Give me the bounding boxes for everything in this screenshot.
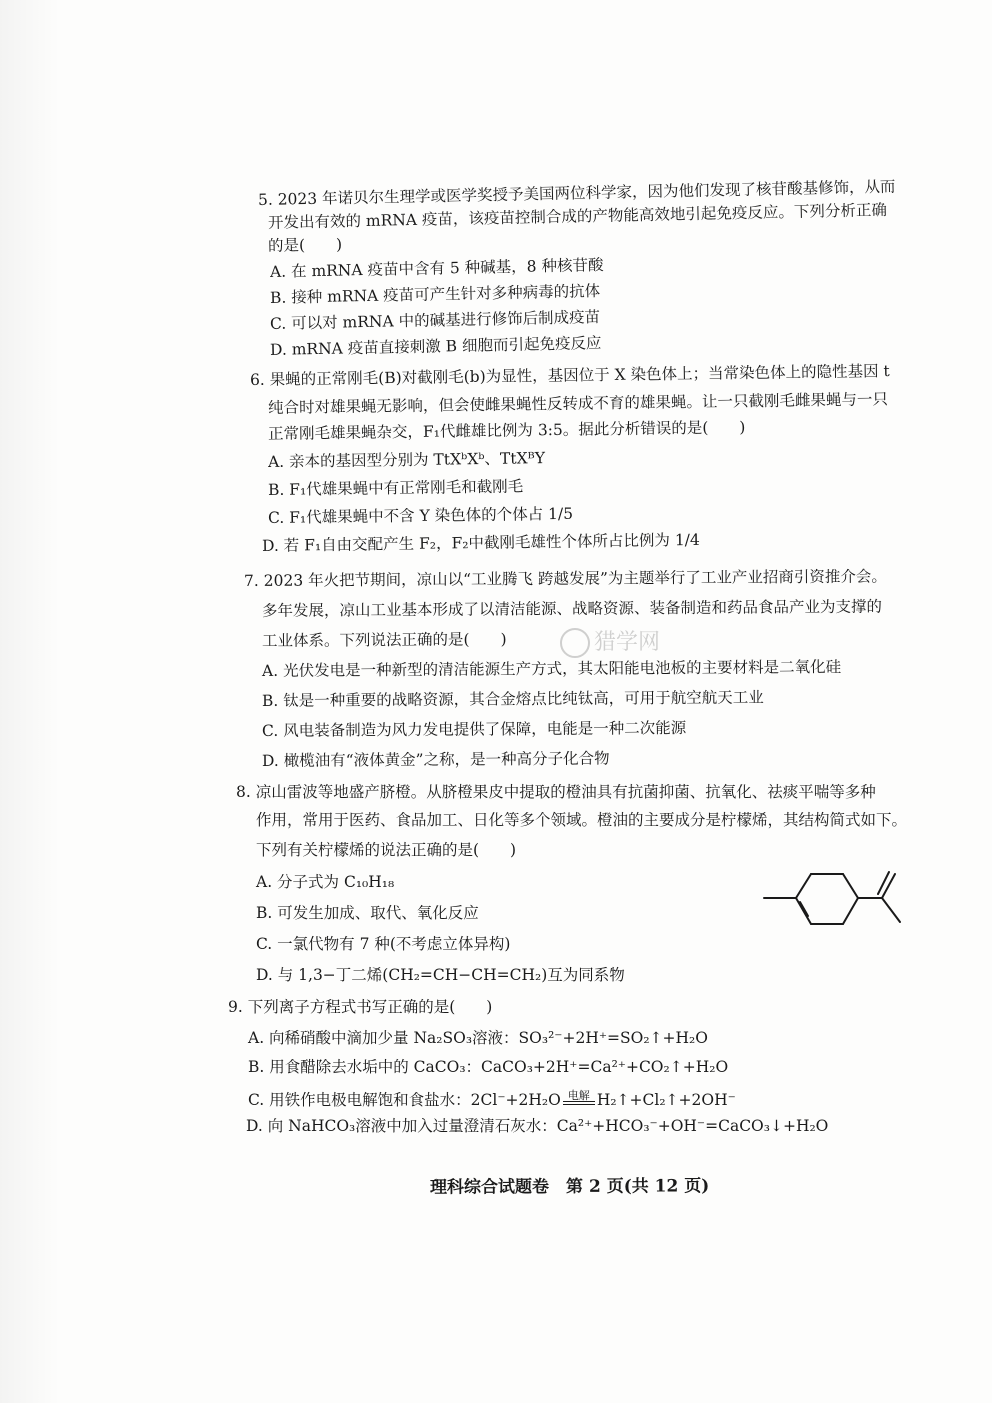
q7-stem-line-3: 工业体系。下列说法正确的是( ) <box>261 630 507 650</box>
q9-option-b: B. 用食醋除去水垢中的 CaCO₃：CaCO₃+2H⁺=Ca²⁺+CO₂↑+H₂O <box>248 1058 729 1076</box>
q6-option-b: B. F₁代雄果蝇中有正常刚毛和截刚毛 <box>267 477 524 499</box>
q5-option-b: B. 接种 mRNA 疫苗可产生针对多种病毒的抗体 <box>269 282 601 307</box>
q7-option-b: B. 钛是一种重要的战略资源，其合金熔点比纯钛高，可用于航空航天工业 <box>261 688 764 710</box>
q8-option-a: A. 分子式为 C₁₀H₁₈ <box>256 873 395 891</box>
q8-option-c: C. 一氯代物有 7 种(不考虑立体异构) <box>256 935 511 953</box>
electrolysis-condition: 电解 <box>561 1086 597 1106</box>
page-footer: 理科综合试题卷 第 2 页(共 12 页) <box>429 1176 710 1198</box>
q8-option-b: B. 可发生加成、取代、氧化反应 <box>256 904 479 922</box>
q7-option-a: A. 光伏发电是一种新型的清洁能源生产方式，其太阳能电池板的主要材料是二氧化硅 <box>261 657 842 680</box>
q6-stem-line-3: 正常刚毛雄果蝇杂交，F₁代雌雄比例为 3:5。据此分析错误的是( ) <box>267 418 746 443</box>
q9-stem: 9. 下列离子方程式书写正确的是( ) <box>228 998 493 1016</box>
q6-option-d: D. 若 F₁自由交配产生 F₂，F₂中截刚毛雄性个体所占比例为 1/4 <box>261 530 700 555</box>
q7-stem-line-1: 7. 2023 年火把节期间，凉山以“工业腾飞 跨越发展”为主题举行了工业产业招商引资推介会。 <box>243 567 887 590</box>
q5-stem-line-2: 开发出有效的 mRNA 疫苗，该疫苗控制合成的产物能高效地引起免疫反应。下列分析正确 <box>267 201 888 232</box>
q7-option-c: C. 风电装备制造为风力发电提供了保障，电能是一种二次能源 <box>261 719 687 740</box>
watermark <box>560 625 660 658</box>
q5-option-a: A. 在 mRNA 疫苗中含有 5 种碱基，8 种核苷酸 <box>269 256 604 281</box>
q9-option-d: D. 向 NaHCO₃溶液中加入过量澄清石灰水：Ca²⁺+HCO₃⁻+OH⁻=CaCO₃↓+H₂O <box>246 1117 829 1135</box>
q9-option-c-right: H₂↑+Cl₂↑+2OH⁻ <box>596 1091 736 1109</box>
q8-stem-line-1: 8. 凉山雷波等地盛产脐橙。从脐橙果皮中提取的橙油具有抗菌抑菌、抗氧化、祛痰平喘等多种 <box>236 783 876 801</box>
q5-stem-line-3: 的是( ) <box>267 235 343 255</box>
q5-option-c: C. 可以对 mRNA 中的碱基进行修饰后制成疫苗 <box>269 308 601 333</box>
q9-option-c <box>248 1086 736 1110</box>
q6-option-c: C. F₁代雄果蝇中不含 Y 染色体的个体占 1/5 <box>267 504 574 527</box>
q7-option-d: D. 橄榄油有“液体黄金”之称，是一种高分子化合物 <box>261 749 610 770</box>
q6-option-a: A. 亲本的基因型分别为 TtXᵇXᵇ、TtXᴮY <box>267 449 546 471</box>
q6-stem-line-1: 6. 果蝇的正常刚毛(B)对截刚毛(b)为显性，基因位于 X 染色体上；当常染色体上的隐性基因 t <box>249 362 890 389</box>
watermark-text: 猎学网 <box>594 630 661 655</box>
q7-stem-line-2: 多年发展，凉山工业基本形成了以清洁能源、战略资源、装备制造和药品食品产业为支撑的 <box>261 597 883 620</box>
q5-stem-line-1: 5. 2023 年诺贝尔生理学或医学奖授予美国两位科学家，因为他们发现了核苷酸基修饰，从而 <box>257 177 896 209</box>
q9-option-c-left: C. 用铁作电极电解饱和食盐水：2Cl⁻+2H₂O <box>248 1091 561 1109</box>
q8-stem-line-3: 下列有关柠檬烯的说法正确的是( ) <box>256 841 517 859</box>
watermark-logo-icon <box>560 628 590 658</box>
q9-option-a: A. 向稀硝酸中滴加少量 Na₂SO₃溶液：SO₃²⁻+2H⁺=SO₂↑+H₂O <box>248 1029 708 1047</box>
q8-stem-line-2: 作用，常用于医药、食品加工、日化等多个领域。橙油的主要成分是柠檬烯，其结构简式如下。 <box>256 811 908 829</box>
limonene-structure-diagram <box>760 866 910 936</box>
q6-stem-line-2: 纯合时对雄果蝇无影响，但会使雌果蝇性反转成不育的雄果蝇。让一只截刚毛雌果蝇与一只 <box>267 390 889 417</box>
q5-option-d: D. mRNA 疫苗直接刺激 B 细胞而引起免疫反应 <box>269 334 602 359</box>
q8-option-d: D. 与 1,3−丁二烯(CH₂=CH−CH=CH₂)互为同系物 <box>256 966 625 984</box>
scan-shadow <box>0 0 60 1403</box>
